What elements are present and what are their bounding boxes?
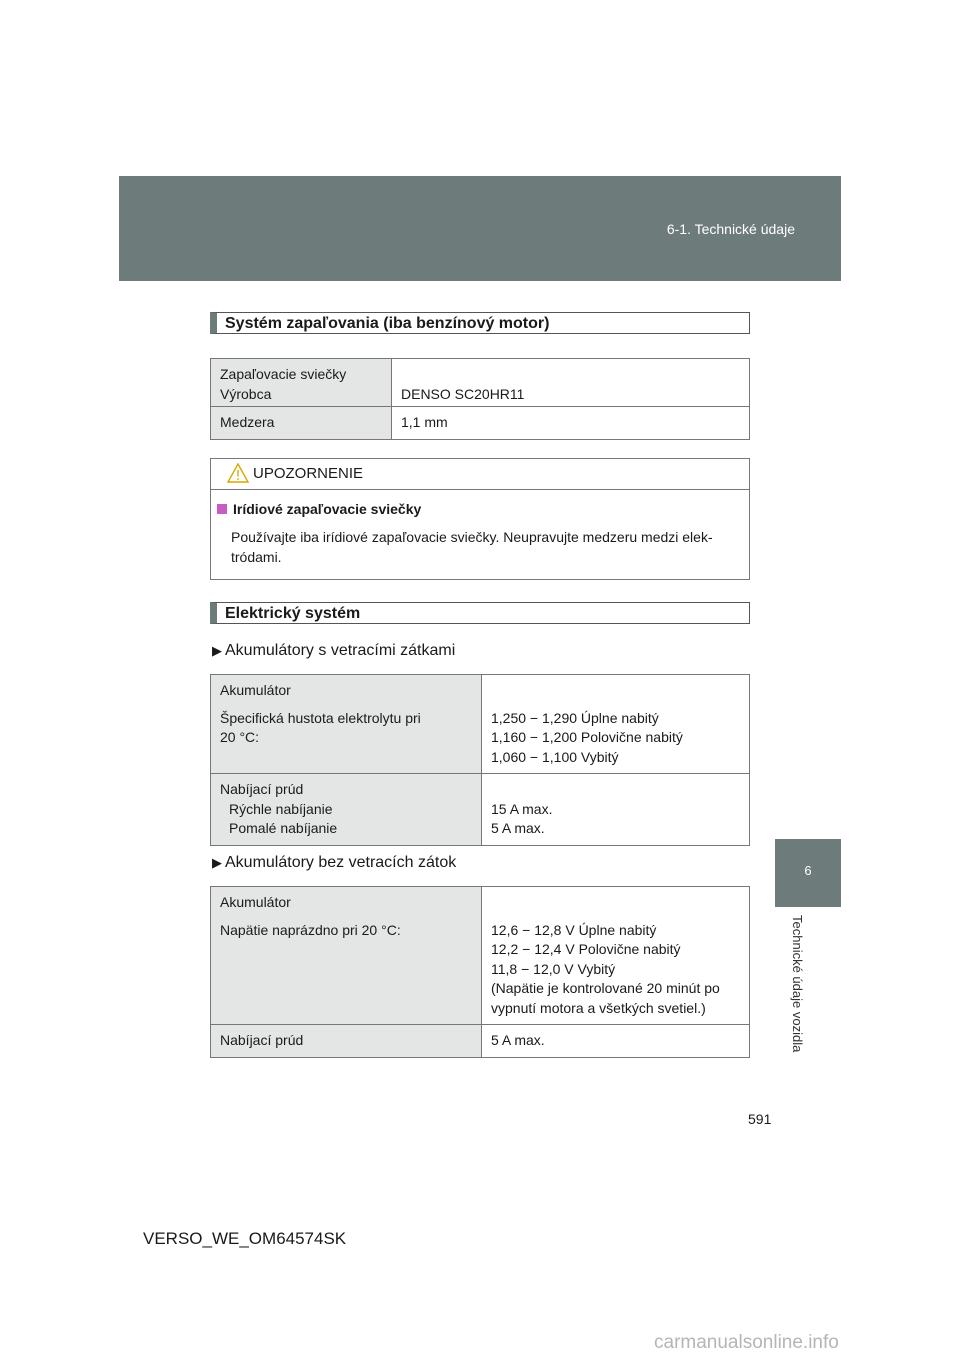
right-triangle-icon: ▶ xyxy=(212,643,222,658)
cell-line: (Napätie je kontrolované 20 minút po xyxy=(491,980,720,996)
table-row xyxy=(211,1025,750,1058)
cell-spacer xyxy=(491,681,740,709)
table-label-cell xyxy=(211,675,482,774)
cell-line: DENSO SC20HR11 xyxy=(401,385,525,402)
right-triangle-icon: ▶ xyxy=(212,855,222,870)
warning-box xyxy=(210,458,750,580)
table-label-cell xyxy=(211,359,392,407)
table-value-cell xyxy=(482,887,750,1025)
table-row xyxy=(211,675,750,774)
cell-line: 1,060 − 1,100 Vybitý xyxy=(491,748,619,765)
chapter-title: 6-1. Technické údaje xyxy=(666,221,795,237)
cell-line: Medzera xyxy=(220,414,275,430)
cell-line: 11,8 − 12,0 V Vybitý xyxy=(491,960,616,977)
cell-line: Výrobca xyxy=(220,385,272,402)
chapter-tab xyxy=(775,839,841,907)
chapter-side-label: Technické údaje vozidla xyxy=(790,915,805,1053)
sealed-heading-text: Akumulátory bez vetracích zátok xyxy=(225,854,457,871)
cell-line: Napätie naprázdno pri 20 °C: xyxy=(220,921,401,938)
warning-subtitle-text: Irídiové zapaľovacie sviečky xyxy=(233,501,422,517)
ignition-table xyxy=(210,358,750,440)
cell-line: 1,250 − 1,290 Úplne nabitý xyxy=(491,709,659,726)
cell-line: 15 A max. xyxy=(491,800,553,817)
cell-line: Akumulátor xyxy=(220,682,291,698)
page-number: 591 xyxy=(748,1111,772,1127)
warning-header xyxy=(211,459,749,490)
chapter-tab-number: 6 xyxy=(804,863,812,878)
table-row xyxy=(211,407,750,440)
cell-line: 5 A max. xyxy=(491,820,545,836)
warning-triangle-icon xyxy=(227,463,249,483)
table-label-cell xyxy=(211,887,482,1025)
vented-heading-text: Akumulátory s vetracími zátkami xyxy=(225,642,456,659)
table-value-cell xyxy=(482,675,750,774)
cell-line: vypnutí motora a všetkých svetiel.) xyxy=(491,999,706,1016)
table-row xyxy=(211,774,750,846)
cell-line: Špecifická hustota elektrolytu pri xyxy=(220,709,421,726)
table-label-cell xyxy=(211,1025,482,1058)
sealed-heading xyxy=(212,854,456,872)
cell-line: Akumulátor xyxy=(220,894,291,910)
cell-line: Pomalé nabíjanie xyxy=(229,820,338,836)
cell-line: 20 °C: xyxy=(220,729,260,745)
cell-line: 5 A max. xyxy=(491,1032,545,1048)
cell-line: 12,6 − 12,8 V Úplne nabitý xyxy=(491,921,657,938)
table-value-cell xyxy=(392,359,750,407)
cell-line: 12,2 − 12,4 V Polovične nabitý xyxy=(491,941,681,957)
cell-spacer xyxy=(220,913,472,921)
table-row xyxy=(211,887,750,1025)
chapter-header xyxy=(119,176,841,281)
warning-body: Používajte iba irídiové zapaľovacie sviečky. Neupravujte medzeru medzi elek-tródami. xyxy=(231,529,713,565)
table-value-cell xyxy=(482,774,750,846)
cell-line: 1,1 mm xyxy=(401,414,448,430)
ignition-section-title: Systém zapaľovania (iba benzínový motor) xyxy=(210,312,750,334)
table-label-cell xyxy=(211,774,482,846)
electrical-section-title: Elektrický systém xyxy=(210,602,750,624)
warning-heading: UPOZORNENIE xyxy=(253,465,364,482)
cell-line: Zapaľovacie sviečky xyxy=(220,366,347,382)
cell-line: Nabíjací prúd xyxy=(220,781,304,797)
cell-spacer xyxy=(220,701,472,709)
vented-heading xyxy=(212,642,455,660)
square-bullet-icon xyxy=(217,504,227,514)
table-value-cell xyxy=(482,1025,750,1058)
cell-line xyxy=(401,365,740,385)
cell-spacer xyxy=(491,893,740,921)
cell-line: 1,160 − 1,200 Polovične nabitý xyxy=(491,729,683,745)
table-row xyxy=(211,359,750,407)
cell-spacer xyxy=(491,780,740,800)
cell-line: Rýchle nabíjanie xyxy=(229,800,333,817)
watermark-text: carmanualsonline.info xyxy=(654,1332,839,1353)
warning-subtitle xyxy=(217,501,421,517)
sealed-battery-table xyxy=(210,886,750,1058)
cell-line: Nabíjací prúd xyxy=(220,1032,304,1048)
table-value-cell xyxy=(392,407,750,440)
table-label-cell xyxy=(211,407,392,440)
document-code: VERSO_WE_OM64574SK xyxy=(143,1229,347,1248)
vented-battery-table xyxy=(210,674,750,846)
